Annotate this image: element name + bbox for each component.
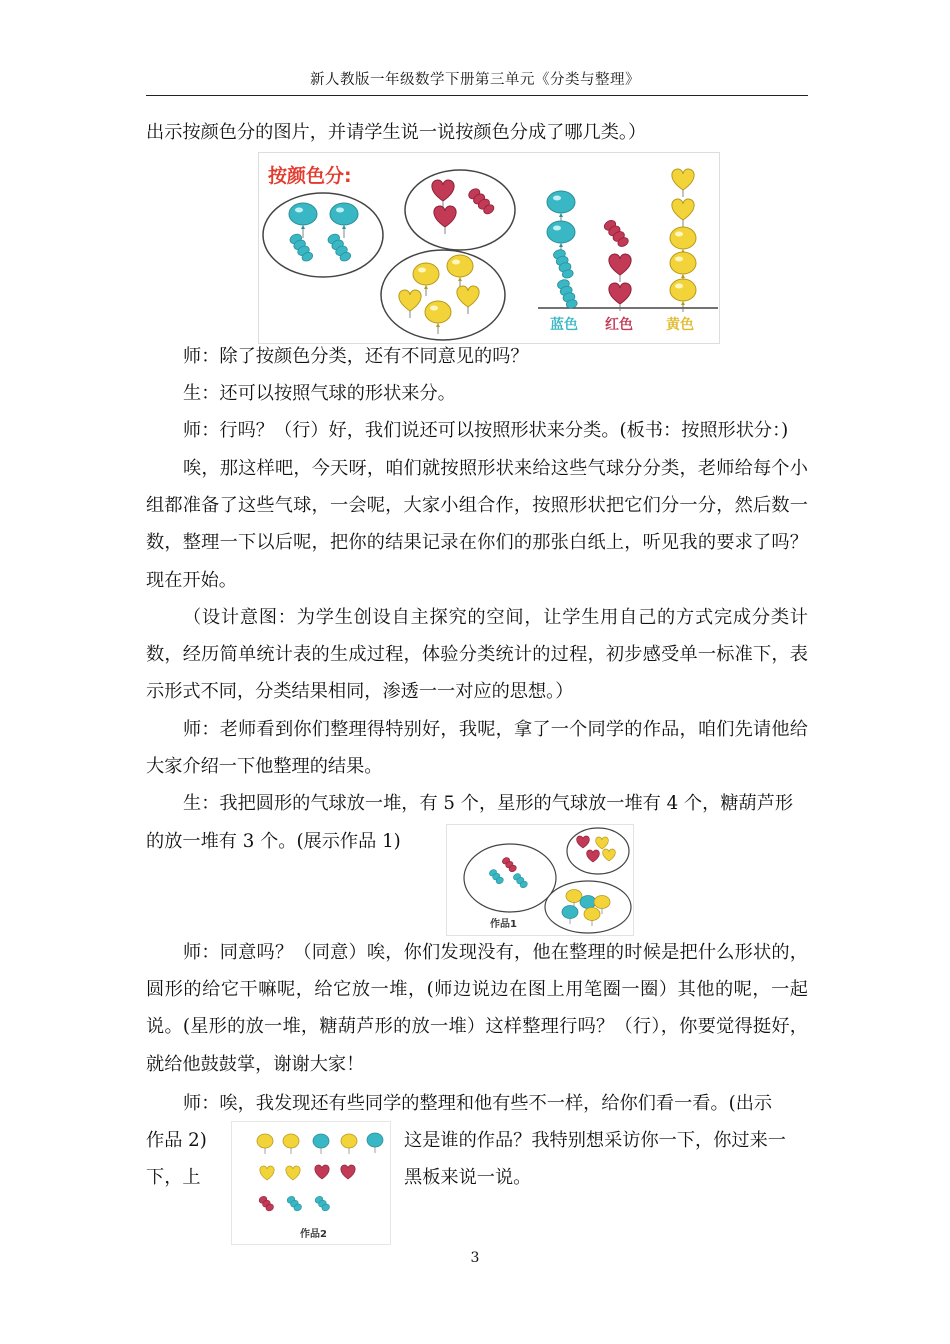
figure1-title: 按颜色分:	[268, 165, 352, 187]
figure3-caption: 作品2	[300, 1229, 327, 1240]
figure-work-2	[231, 1121, 391, 1245]
page-header: 新人教版一年级数学下册第三单元《分类与整理》	[310, 72, 640, 88]
paragraph-6: （设计意图：为学生创设自主探究的空间，让学生用自己的方式完成分类计数，经历简单统计表的生成过程，体验分类统计的过程，初步感受单一标准下，表示形式不同，分类结果相同，渗透一一对应的思想。）	[146, 607, 808, 703]
paragraph-10-right-1: 这是谁的作品？我特别想采访你一下，你过来一	[404, 1130, 786, 1151]
paragraph-3: 生：还可以按照气球的形状来分。	[183, 383, 456, 404]
figure2-caption: 作品1	[490, 919, 517, 930]
paragraph-9: 师：同意吗？（同意）唉，你们发现没有，他在整理的时候是把什么形状的，圆形的给它干嘛呢，给它放一堆，(师边说边在图上用笔圈一圈）其他的呢，一起说。(星形的放一堆，糖葫芦形的放一堆）这样整理行吗？（行），你要觉得挺好，就给他鼓鼓掌，谢谢大家！	[146, 942, 808, 1075]
paragraph-4: 师：行吗？（行）好，我们说还可以按照形状来分类。(板书：按照形状分：)	[183, 420, 789, 441]
paragraph-1: 出示按颜色分的图片，并请学生说一说按颜色分成了哪几类。）	[146, 122, 647, 143]
paragraph-8a: 生：我把圆形的气球放一堆，有 5 个，星形的气球放一堆有 4 个，糖葫芦形	[183, 793, 794, 814]
paragraph-10-right-2: 黑板来说一说。	[404, 1167, 532, 1188]
figure-work-1	[446, 824, 634, 936]
paragraph-2: 师：除了按颜色分类，还有不同意见的吗？	[183, 346, 529, 367]
paragraph-8b: 的放一堆有 3 个。(展示作品 1)	[146, 831, 401, 852]
header-rule	[146, 95, 808, 96]
paragraph-10-left-2: 下，上	[146, 1167, 201, 1188]
label-blue: 蓝色	[550, 317, 578, 333]
paragraph-10-left-1: 作品 2)	[146, 1130, 207, 1151]
paragraph-7: 师：老师看到你们整理得特别好，我呢，拿了一个同学的作品，咱们先请他给大家介绍一下他整理的结果。	[146, 719, 808, 778]
label-red: 红色	[605, 317, 633, 333]
figure-color-classification	[258, 152, 720, 344]
page-number: 3	[470, 1250, 480, 1266]
paragraph-5: 唉，那这样吧，今天呀，咱们就按照形状来给这些气球分分类，老师给每个小组都准备了这些气球，一会呢，大家小组合作，按照形状把它们分一分，然后数一数，整理一下以后呢，把你的结果记录在你们的那张白纸上，听见我的要求了吗？现在开始。	[146, 458, 808, 591]
paragraph-10: 师：唉，我发现还有些同学的整理和他有些不一样，给你们看一看。(出示	[183, 1093, 773, 1114]
label-yellow: 黄色	[666, 317, 694, 333]
